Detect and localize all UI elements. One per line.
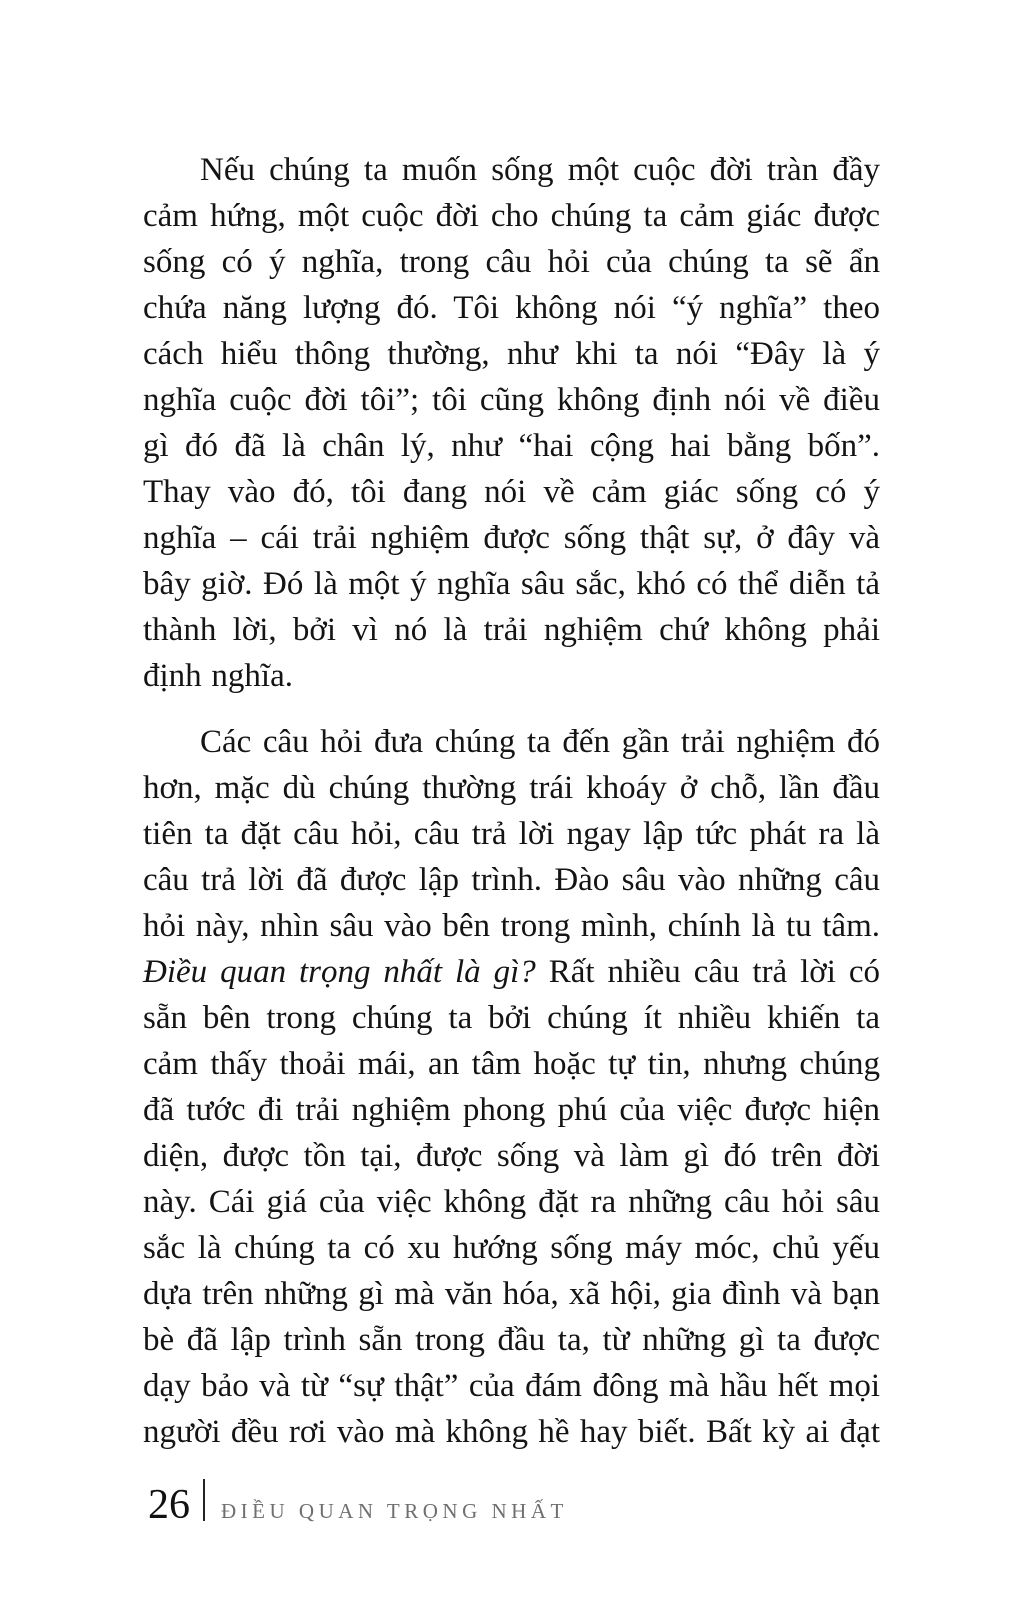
paragraph-1: [143, 147, 880, 699]
text-segment: Rất nhiều câu trả lời có sẵn bên trong chúng ta bởi chúng ít nhiều khiến ta cảm thấy thoải mái, an tâm hoặc tự tin, nhưng chúng đã tước đi trải nghiệm phong phú của việc được hiện diện, được tồn tại, được sống và làm gì đó trên đời này. Cái giá của việc không đặt ra những câu hỏi sâu sắc là chúng ta có xu hướng sống máy móc, chủ yếu dựa trên những gì mà văn hóa, xã hội, gia đình và bạn bè đã lập trình sẵn trong đầu ta, từ những gì ta được dạy bảo và từ “sự thật” của đám đông mà hầu hết mọi người đều rơi vào mà không hề hay biết. Bất kỳ ai đạt: [143, 954, 880, 1450]
text-segment: Các câu hỏi đưa chúng ta đến gần trải nghiệm đó hơn, mặc dù chúng thường trái khoáy ở chỗ, lần đầu tiên ta đặt câu hỏi, câu trả lời ngay lập tức phát ra là câu trả lời đã được lập trình. Đào sâu vào những câu hỏi này, nhìn sâu vào bên trong mình, chính là tu tâm.: [143, 724, 880, 944]
page-footer: [148, 1476, 568, 1526]
page-number: 26: [148, 1482, 190, 1528]
text-block: [143, 147, 880, 1475]
text-segment: Nếu chúng ta muốn sống một cuộc đời tràn đầy cảm hứng, một cuộc đời cho chúng ta cảm giác được sống có ý nghĩa, trong câu hỏi của chúng ta sẽ ẩn chứa năng lượng đó. Tôi không nói “ý nghĩa” theo cách hiểu thông thường, như khi ta nói “Đây là ý nghĩa cuộc đời tôi”; tôi cũng không định nói về điều gì đó đã là chân lý, như “hai cộng hai bằng bốn”. Thay vào đó, tôi đang nói về cảm giác sống có ý nghĩa – cái trải nghiệm được sống thật sự, ở đây và bây giờ. Đó là một ý nghĩa sâu sắc, khó có thể diễn tả thành lời, bởi vì nó là trải nghiệm chứ không phải định nghĩa.: [143, 152, 880, 694]
footer-divider: [203, 1479, 205, 1521]
running-title: ĐIỀU QUAN TRỌNG NHẤT: [221, 1499, 568, 1523]
italic-phrase: Điều quan trọng nhất là gì?: [143, 954, 536, 990]
paragraph-2: [143, 719, 880, 1455]
